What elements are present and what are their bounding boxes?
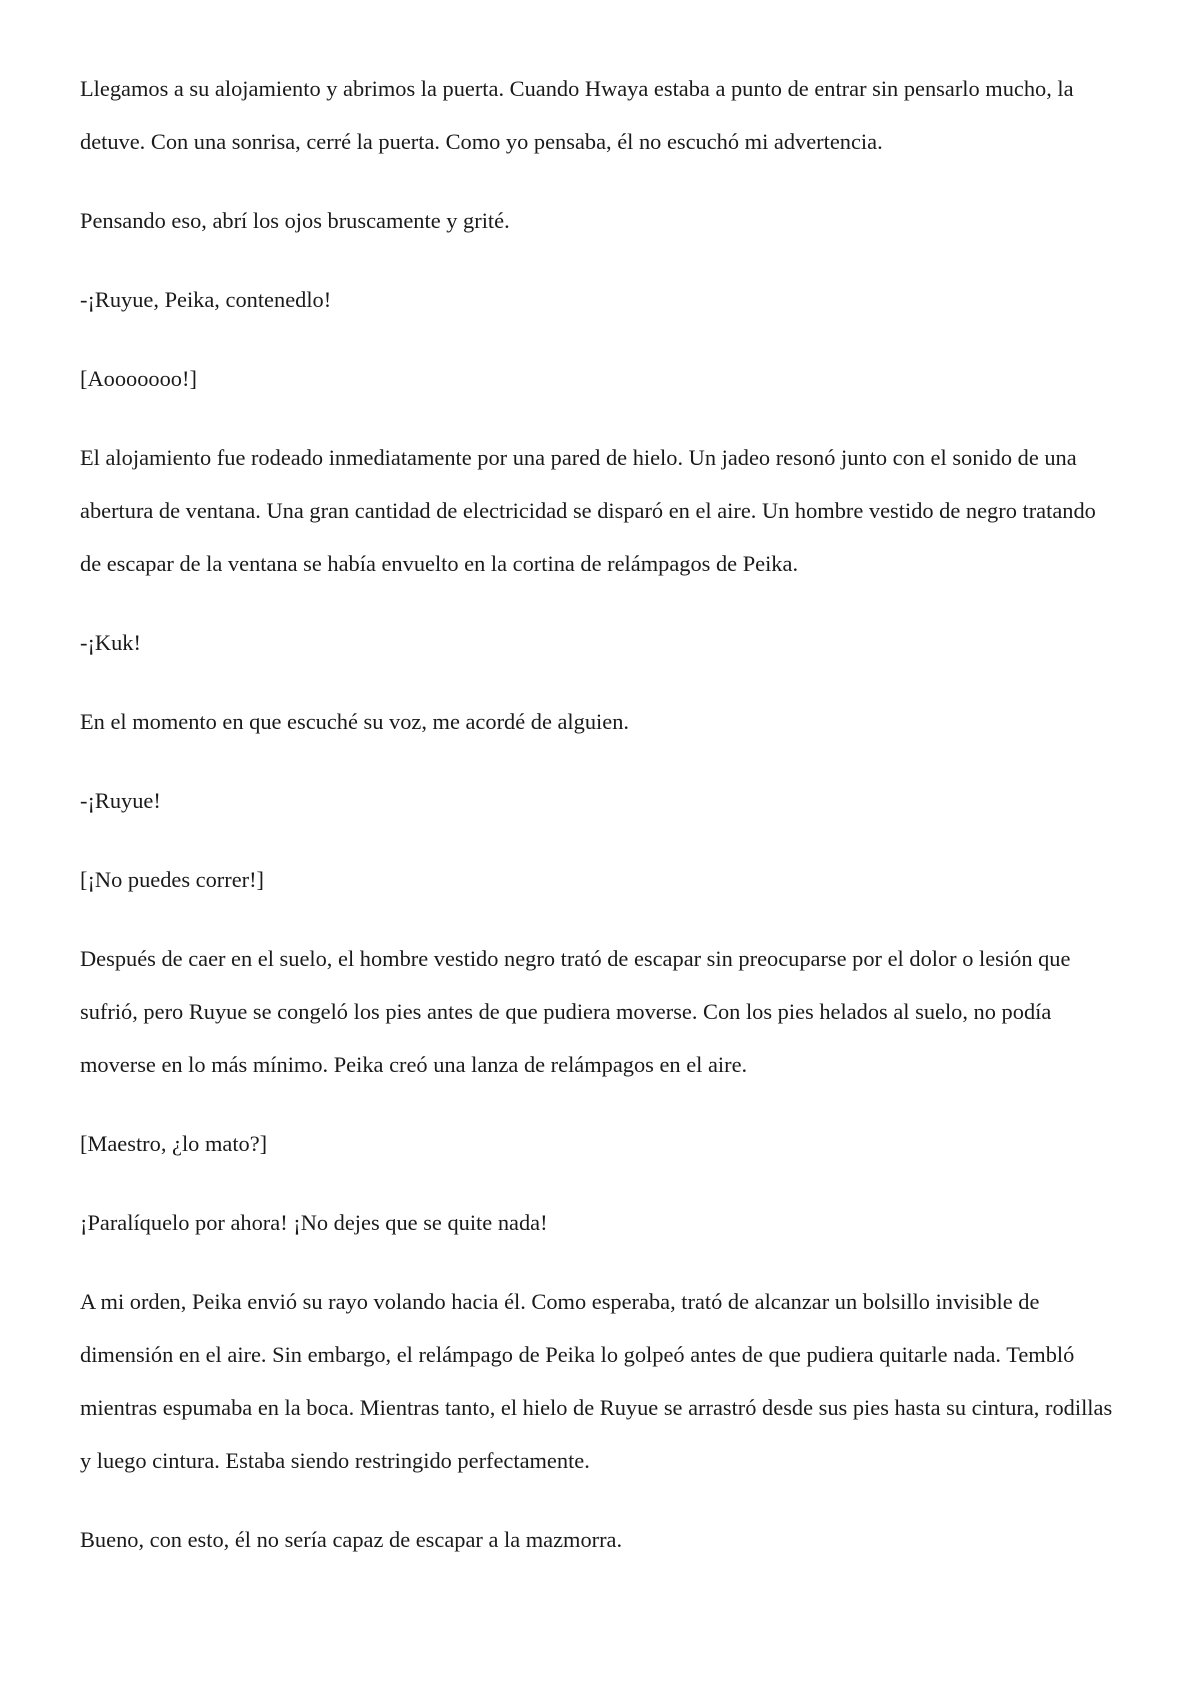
text-column xyxy=(80,62,1120,1592)
paragraph: Llegamos a su alojamiento y abrimos la puerta. Cuando Hwaya estaba a punto de entrar sin pensarlo mucho, la detuve. Con una sonrisa, cerré la puerta. Como yo pensaba, él no escuchó mi advertencia. xyxy=(80,76,1074,154)
dialogue-line: -¡Ruyue! xyxy=(80,788,161,813)
paragraph: En el momento en que escuché su voz, me acordé de alguien. xyxy=(80,709,629,734)
dialogue-line: -¡Kuk! xyxy=(80,630,141,655)
dialogue-line: [Aooooooo!] xyxy=(80,366,197,391)
paragraph: ¡Paralíquelo por ahora! ¡No dejes que se quite nada! xyxy=(80,1210,548,1235)
paragraph: Bueno, con esto, él no sería capaz de escapar a la mazmorra. xyxy=(80,1527,623,1552)
paragraph: El alojamiento fue rodeado inmediatamente por una pared de hielo. Un jadeo resonó junto con el sonido de una abertura de ventana. Una gran cantidad de electricidad se disparó en el aire. Un hombre vestido de negro tratando de escapar de la ventana se había envuelto en la cortina de relámpagos de Peika. xyxy=(80,445,1096,576)
dialogue-line: [¡No puedes correr!] xyxy=(80,867,265,892)
paragraph: Pensando eso, abrí los ojos bruscamente y grité. xyxy=(80,208,510,233)
dialogue-line: -¡Ruyue, Peika, contenedlo! xyxy=(80,287,332,312)
paragraph: Después de caer en el suelo, el hombre vestido negro trató de escapar sin preocuparse por el dolor o lesión que sufrió, pero Ruyue se congeló los pies antes de que pudiera moverse. Con los pies helados al suelo, no podía moverse en lo más mínimo. Peika creó una lanza de relámpagos en el aire. xyxy=(80,946,1071,1077)
paragraph: A mi orden, Peika envió su rayo volando hacia él. Como esperaba, trató de alcanzar un bolsillo invisible de dimensión en el aire. Sin embargo, el relámpago de Peika lo golpeó antes de que pudiera quitarle nada. Tembló mientras espumaba en la boca. Mientras tanto, el hielo de Ruyue se arrastró desde sus pies hasta su cintura, rodillas y luego cintura. Estaba siendo restringido perfectamente. xyxy=(80,1289,1113,1473)
dialogue-line: [Maestro, ¿lo mato?] xyxy=(80,1131,268,1156)
